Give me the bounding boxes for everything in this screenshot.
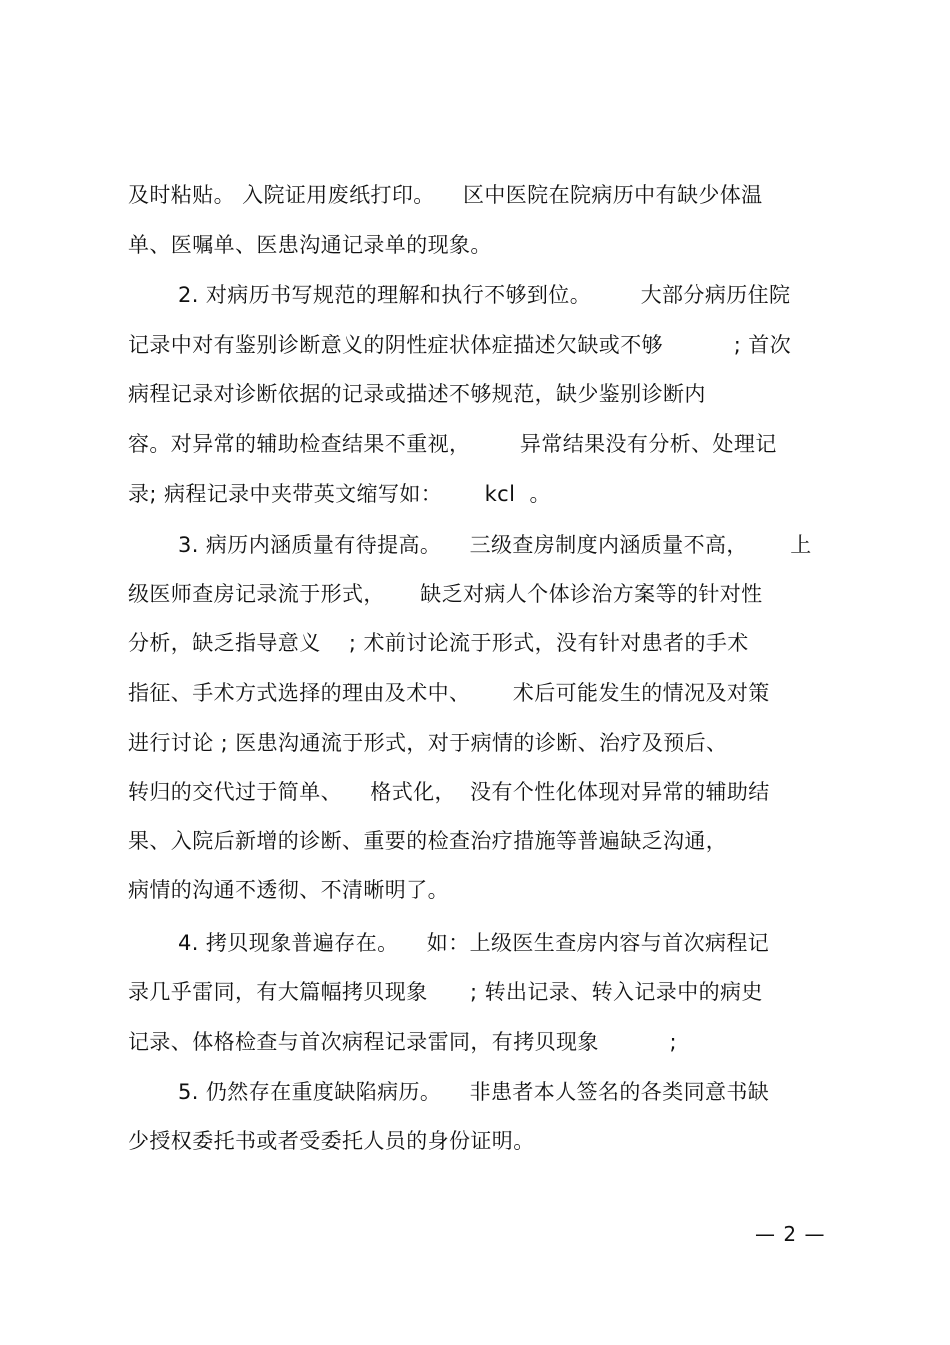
body-line: 单、医嘱单、医患沟通记录单的现象。: [128, 233, 492, 257]
body-line: 病程记录对诊断依据的记录或描述不够规范，缺少鉴别诊断内: [128, 382, 706, 406]
body-line: 级医师查房记录流于形式， 缺乏对病人个体诊治方案等的针对性: [128, 582, 763, 606]
body-line: 进行讨论 ; 医患沟通流于形式，对于病情的诊断、治疗及预后、: [128, 731, 728, 755]
body-line: 转归的交代过于简单、 格式化， 没有个性化体现对异常的辅助结: [128, 780, 770, 804]
section-4-heading-line: 4. 拷贝现象普遍存在。 如：上级医生查房内容与首次病程记: [178, 931, 770, 955]
body-line: 录; 病程记录中夹带英文缩写如： kcl 。: [128, 482, 551, 506]
body-line: 记录、体格检查与首次病程记录雷同，有拷贝现象 ;: [128, 1030, 678, 1054]
body-line: 果、入院后新增的诊断、重要的检查治疗措施等普遍缺乏沟通，: [128, 829, 728, 853]
section-2-heading-line: 2. 对病历书写规范的理解和执行不够到位。 大部分病历住院: [178, 283, 791, 307]
body-line: 分析，缺乏指导意义 ; 术前讨论流于形式，没有针对患者的手术: [128, 631, 749, 655]
body-line: 录几乎雷同，有大篇幅拷贝现象 ; 转出记录、转入记录中的病史: [128, 980, 763, 1004]
section-5-heading-line: 5. 仍然存在重度缺陷病历。 非患者本人签名的各类同意书缺: [178, 1080, 770, 1104]
body-line: 记录中对有鉴别诊断意义的阴性症状体症描述欠缺或不够 ; 首次: [128, 333, 792, 357]
body-line: 及时粘贴。 入院证用废纸打印。 区中医院在院病历中有缺少体温: [128, 183, 763, 207]
body-line: 病情的沟通不透彻、不清晰明了。: [128, 878, 449, 902]
body-line: 指征、手术方式选择的理由及术中、 术后可能发生的情况及对策: [128, 681, 770, 705]
body-line: 容。对异常的辅助检查结果不重视， 异常结果没有分析、处理记: [128, 432, 777, 456]
body-line: 少授权委托书或者受委托人员的身份证明。: [128, 1129, 535, 1153]
section-3-heading-line: 3. 病历内涵质量有待提高。 三级查房制度内涵质量不高， 上: [178, 533, 812, 557]
page-number: — 2 —: [755, 1222, 826, 1246]
